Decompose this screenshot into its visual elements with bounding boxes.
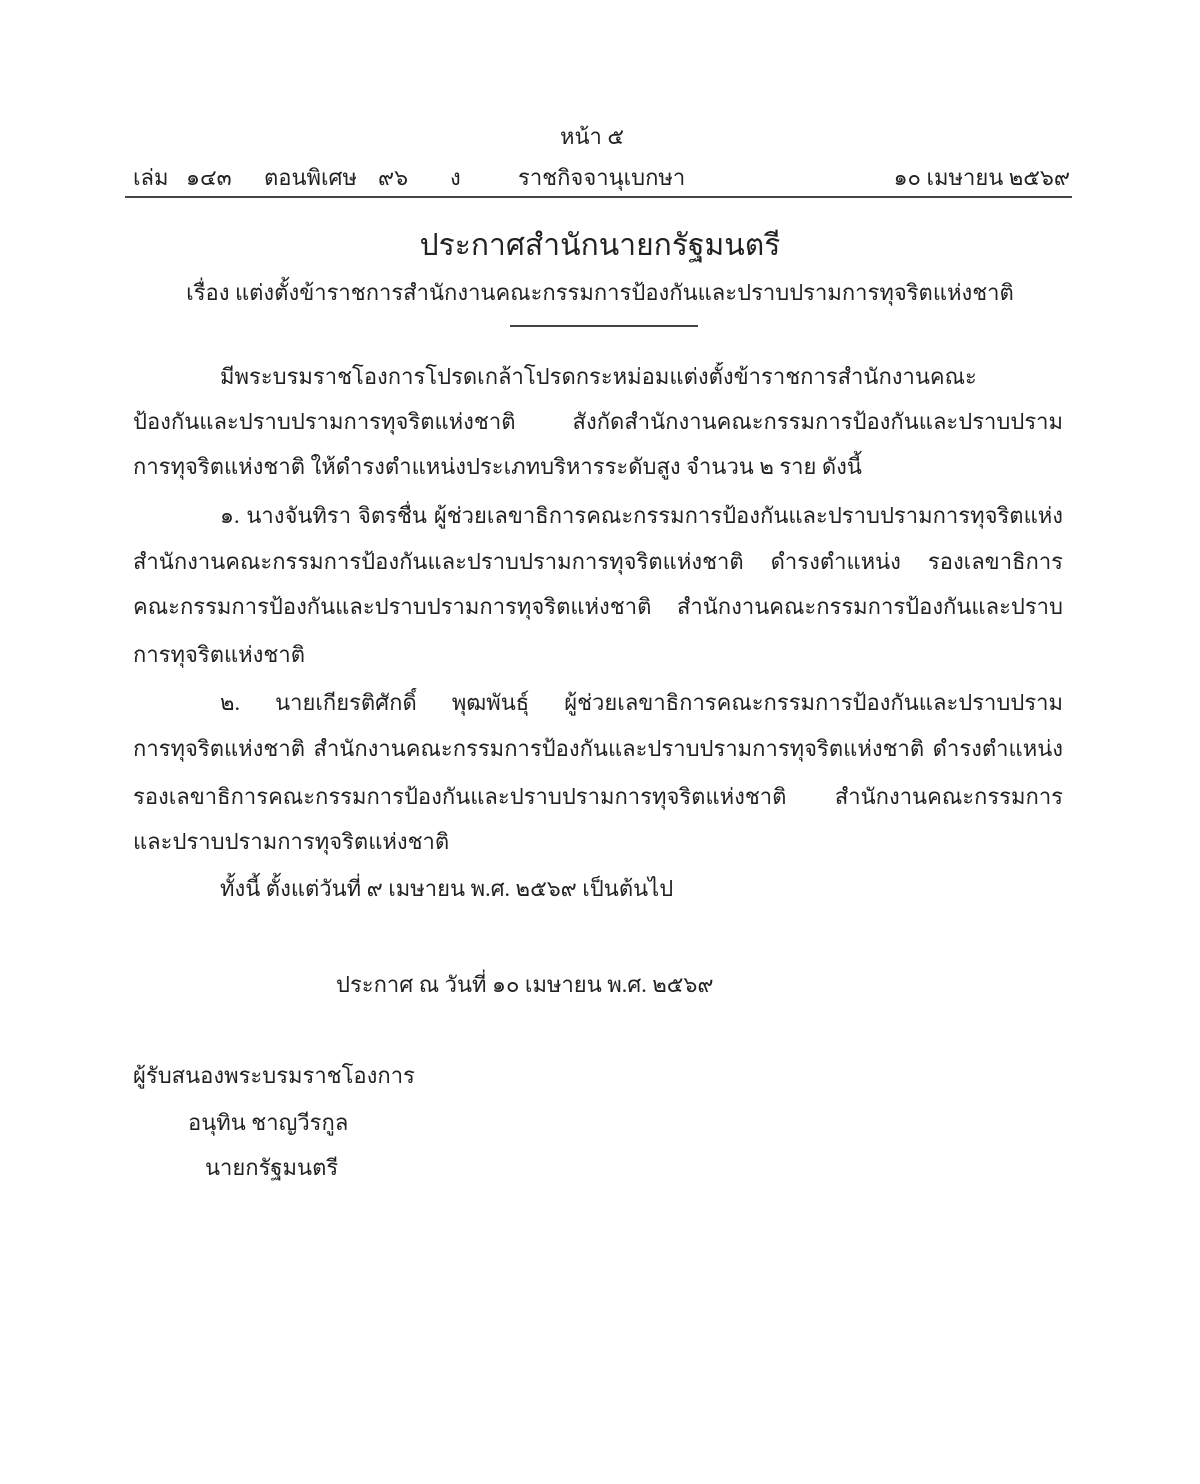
body-line: ป้องกันและปราบปรามการทุจริตแห่งชาติ สังกัดสำนักงานคณะกรรมการป้องกันและปราบปราม [133, 409, 1063, 434]
countersign-label: ผู้รับสนองพระบรมราชโองการ [133, 1063, 415, 1088]
body-line: การทุจริตแห่งชาติ ให้ดำรงตำแหน่งประเภทบริหารระดับสูง จำนวน ๒ ราย ดังนี้ [133, 454, 862, 479]
signer-name: อนุทิน ชาญวีรกูล [188, 1110, 349, 1135]
page-number: หน้า ๕ [560, 124, 625, 149]
header-rule [125, 196, 1072, 198]
body-line: ทั้งนี้ ตั้งแต่วันที่ ๙ เมษายน พ.ศ. ๒๕๖๙ เป็นต้นไป [220, 876, 674, 901]
body-line: คณะกรรมการป้องกันและปราบปรามการทุจริตแห่งชาติ สำนักงานคณะกรรมการป้องกันและปราบ [133, 594, 1063, 619]
body-line: การทุจริตแห่งชาติ สำนักงานคณะกรรมการป้องกันและปราบปรามการทุจริตแห่งชาติ ดำรงตำแหน่ง [133, 736, 1063, 761]
section-label: ตอนพิเศษ [264, 165, 358, 190]
body-line: การทุจริตแห่งชาติ [133, 642, 305, 667]
body-line: มีพระบรมราชโองการโปรดเกล้าโปรดกระหม่อมแต่งตั้งข้าราชการสำนักงานคณะ [220, 364, 977, 389]
section-type: ง [450, 165, 461, 190]
gazette-name: ราชกิจจานุเบกษา [518, 165, 686, 190]
gazette-date: ๑๐ เมษายน ๒๕๖๙ [893, 165, 1070, 190]
body-line: ๒. นายเกียรติศักดิ์ พุฒพันธุ์ ผู้ช่วยเลขาธิการคณะกรรมการป้องกันและปราบปราม [220, 690, 1063, 715]
document-title: ประกาศสำนักนายกรัฐมนตรี [419, 229, 781, 262]
body-line: รองเลขาธิการคณะกรรมการป้องกันและปราบปรามการทุจริตแห่งชาติ สำนักงานคณะกรรมการ [133, 784, 1063, 809]
announcement-date: ประกาศ ณ วันที่ ๑๐ เมษายน พ.ศ. ๒๕๖๙ [336, 972, 714, 997]
document-subject: เรื่อง แต่งตั้งข้าราชการสำนักงานคณะกรรมการป้องกันและปราบปรามการทุจริตแห่งชาติ [186, 280, 1014, 305]
title-rule [510, 325, 698, 327]
section-number: ๙๖ [378, 165, 409, 190]
volume-number: ๑๔๓ [186, 165, 232, 190]
body-line: ๑. นางจันทิรา จิตรชื่น ผู้ช่วยเลขาธิการคณะกรรมการป้องกันและปราบปรามการทุจริตแห่ง [220, 503, 1063, 528]
signer-position: นายกรัฐมนตรี [205, 1155, 339, 1180]
volume-label: เล่ม [133, 165, 169, 190]
body-line: สำนักงานคณะกรรมการป้องกันและปราบปรามการทุจริตแห่งชาติ ดำรงตำแหน่ง รองเลขาธิการ [133, 549, 1063, 574]
body-line: และปราบปรามการทุจริตแห่งชาติ [133, 829, 450, 854]
